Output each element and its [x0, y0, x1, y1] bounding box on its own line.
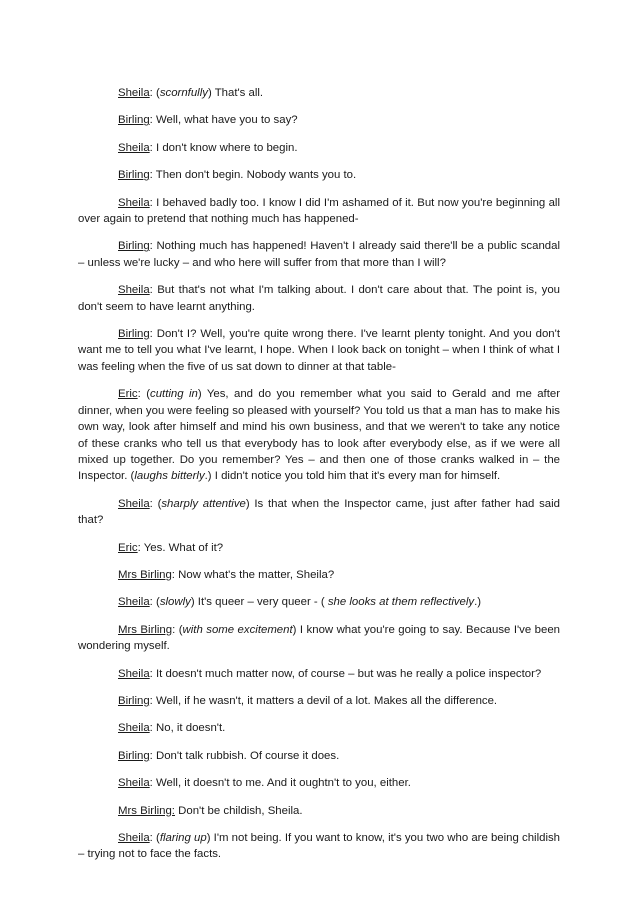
- dialogue-line: [78, 112, 560, 128]
- dialogue-text: Nothing much has happened! Haven't I already said there'll be a public scandal – unless we're lucky – and who here will suffer from that more than I will?: [78, 240, 560, 269]
- speaker-name: Birling: [118, 169, 150, 182]
- dialogue-text: It doesn't much matter now, of course – but was he really a police inspector?: [156, 667, 542, 680]
- dialogue-text: I don't know where to begin.: [156, 141, 298, 154]
- speaker-separator: :: [172, 623, 179, 636]
- dialogue-line: [78, 775, 560, 791]
- dialogue-text: (: [156, 87, 160, 99]
- stage-direction: she looks at them reflectively: [327, 596, 475, 609]
- dialogue-text: (: [178, 623, 183, 636]
- dialogue-text: But that's not what I'm talking about. I don't care about that. The point is, you don't seem to have learnt anything.: [78, 284, 560, 313]
- dialogue-text: Yes. What of it?: [143, 541, 224, 554]
- stage-direction: laughs bitterly: [134, 470, 205, 483]
- dialogue-text: .): [474, 596, 482, 609]
- dialogue-text: ) Yes, and do you remember what you said to Gerald and me after dinner, when you were feeling so pleased with yourself? You told us that a man has to make his own way, look after himself and mind his own business, and that we weren't to take any notice of these cranks who tell us that everybody has to look after everybody else, as if we were all mixed up together. Do you remember? Yes – and then one of those cranks walked in – the Inspector. (: [78, 388, 560, 483]
- dialogue-line: [78, 282, 560, 315]
- speaker-name: Sheila: [118, 596, 150, 609]
- speaker-separator: :: [149, 667, 157, 680]
- dialogue-text: I behaved badly too. I know I did I'm ashamed of it. But now you're beginning all over again to pretend that nothing much has happened-: [78, 196, 560, 226]
- speaker-name: Eric: [118, 388, 138, 401]
- stage-direction: sharply attentive: [161, 497, 246, 510]
- speaker-name: Sheila: [118, 196, 150, 209]
- dialogue-line: [78, 720, 560, 736]
- speaker-name: Sheila: [118, 777, 150, 790]
- stage-direction: slowly: [159, 596, 191, 609]
- speaker-separator: :: [149, 722, 157, 735]
- speaker-separator: :: [149, 596, 157, 609]
- speaker-separator: :: [171, 568, 179, 581]
- dialogue-text: (: [156, 596, 160, 609]
- dialogue-line: [78, 540, 560, 556]
- dialogue-line: [78, 748, 560, 764]
- speaker-separator: :: [137, 541, 144, 554]
- speaker-name: Sheila: [118, 87, 150, 99]
- speaker-name: Birling: [118, 328, 150, 341]
- dialogue-text: ) That's all.: [207, 87, 264, 99]
- speaker-separator: :: [149, 169, 156, 182]
- dialogue-text: ) I know what you're going to say. Because I've been wondering myself.: [78, 623, 560, 653]
- dialogue-text: Well, what have you to say?: [156, 114, 298, 127]
- dialogue-line: [78, 85, 560, 101]
- dialogue-text: (: [146, 388, 150, 401]
- speaker-name: Birling: [118, 749, 150, 762]
- dialogue-line: [78, 693, 560, 709]
- dialogue-text: Well, it doesn't to me. And it oughtn't to you, either.: [156, 777, 411, 790]
- dialogue-text: .) I didn't notice you told him that it's every man for himself.: [204, 470, 501, 483]
- dialogue-line: [78, 666, 560, 682]
- speaker-separator: :: [149, 832, 157, 844]
- dialogue-line: [78, 830, 560, 863]
- dialogue-line: [78, 140, 560, 156]
- dialogue-text: (: [157, 497, 162, 510]
- dialogue-line: [78, 803, 560, 819]
- speaker-separator: :: [149, 240, 157, 253]
- speaker-separator: :: [149, 114, 156, 127]
- speaker-name: Mrs Birling: [118, 623, 173, 636]
- dialogue-text: (: [156, 832, 160, 844]
- speaker-separator: :: [137, 388, 147, 401]
- dialogue-text: Don't talk rubbish. Of course it does.: [156, 749, 340, 762]
- dialogue-text: Now what's the matter, Sheila?: [178, 568, 335, 581]
- speaker-name: Sheila: [118, 832, 150, 844]
- speaker-name: Birling: [118, 240, 150, 253]
- speaker-name: Mrs Birling:: [118, 804, 175, 817]
- speaker-separator: :: [149, 196, 157, 209]
- speaker-separator: :: [149, 141, 157, 154]
- dialogue-line: [78, 594, 560, 610]
- speaker-separator: :: [149, 284, 158, 297]
- speaker-separator: :: [149, 87, 157, 99]
- speaker-separator: :: [149, 749, 156, 762]
- dialogue-text: Well, if he wasn't, it matters a devil of a lot. Makes all the difference.: [156, 694, 498, 707]
- speaker-name: Sheila: [118, 497, 150, 510]
- stage-direction: flaring up: [159, 832, 207, 844]
- dialogue-line: [78, 622, 560, 655]
- dialogue-text: No, it doesn't.: [156, 722, 226, 735]
- speaker-name: Sheila: [118, 284, 150, 297]
- speaker-name: Sheila: [118, 722, 150, 735]
- stage-direction: scornfully: [159, 87, 208, 99]
- speaker-name: Eric: [118, 541, 138, 554]
- speaker-name: Birling: [118, 694, 150, 707]
- speaker-separator: :: [149, 694, 156, 707]
- dialogue-text: ) I'm not being. If you want to know, it's you two who are being childish – trying not to face the facts.: [78, 832, 560, 861]
- dialogue-line: [78, 195, 560, 228]
- dialogue-line: [78, 386, 560, 484]
- dialogue-line: [78, 326, 560, 375]
- stage-direction: cutting in: [150, 388, 198, 401]
- dialogue-line: [78, 167, 560, 183]
- dialogue-line: [78, 496, 560, 529]
- speaker-name: Sheila: [118, 141, 150, 154]
- dialogue-line: [78, 238, 560, 271]
- speaker-name: Mrs Birling: [118, 568, 172, 581]
- speaker-separator: :: [149, 777, 157, 790]
- dialogue-line: [78, 567, 560, 583]
- dialogue-text: ) It's queer – very queer - (: [190, 596, 328, 609]
- speaker-separator: :: [149, 497, 158, 510]
- dialogue-text: Don't I? Well, you're quite wrong there. I've learnt plenty tonight. And you don't want me to tell you what I've learnt, I hope. When I look back on tonight – when I think of what I was feeling when the five of us sat down to dinner at that table-: [78, 328, 560, 373]
- stage-direction: with some excitement: [182, 623, 293, 636]
- speaker-separator: :: [149, 328, 157, 341]
- play-script: [78, 85, 560, 874]
- dialogue-text: Then don't begin. Nobody wants you to.: [155, 169, 357, 182]
- speaker-name: Sheila: [118, 667, 150, 680]
- dialogue-text: ) Is that when the Inspector came, just after father had said that?: [78, 497, 560, 527]
- speaker-name: Birling: [118, 114, 150, 127]
- dialogue-text: Don't be childish, Sheila.: [178, 804, 303, 817]
